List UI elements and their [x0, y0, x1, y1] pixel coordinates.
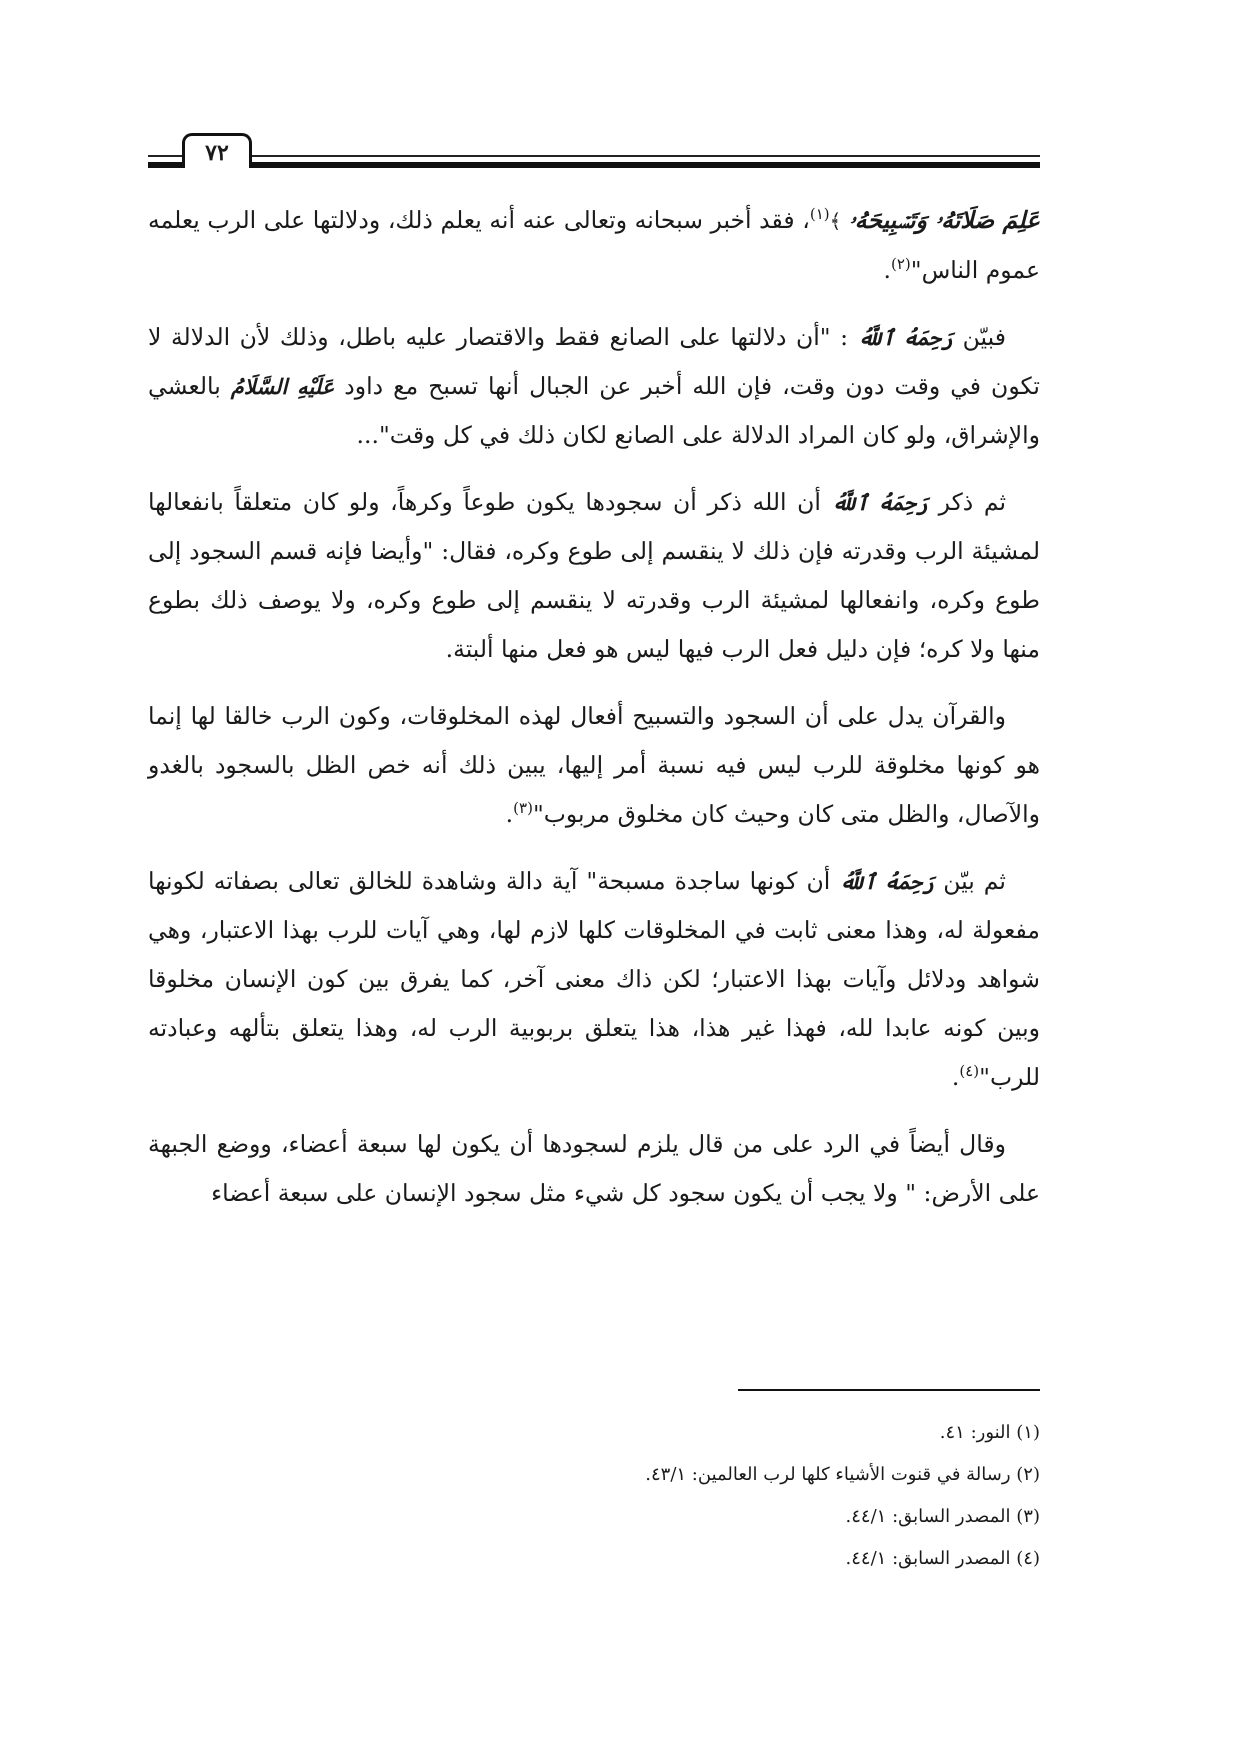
honorific: رَحِمَهُ ٱللَّهُ: [831, 490, 929, 515]
footnotes: [148, 1412, 1040, 1580]
paragraph-text: ، فقد أخبر سبحانه وتعالى عنه أنه يعلم ذلك، ودلالتها على الرب يعلمه عموم الناس": [148, 206, 1040, 284]
honorific: عَلَيْهِ السَّلَامُ: [230, 374, 335, 399]
honorific: رَحِمَهُ ٱللَّهُ: [857, 325, 954, 350]
paragraph-lead: فبيّن: [962, 323, 1006, 351]
main-text: [148, 196, 1040, 1236]
paragraph-5: [148, 857, 1040, 1102]
paragraph-3: [148, 478, 1040, 674]
quran-verse: عَلِمَ صَلَاتَهُۥ وَتَسۡبِيحَهُۥ: [848, 206, 1040, 234]
footnote-1: (١) النور: ٤١.: [939, 1422, 1040, 1443]
footnote-2: (٢) رسالة في قنوت الأشياء كلها لرب العالمين: ٤٣/١.: [645, 1464, 1040, 1485]
paragraph-4: [148, 692, 1040, 839]
paragraph-end: .: [505, 800, 514, 828]
paragraph-lead: ثم ذكر: [938, 488, 1007, 516]
header-rule-thin: [148, 155, 1040, 157]
footnote-ref-2[interactable]: (٢): [891, 255, 911, 274]
footnote-4: (٤) المصدر السابق: ٤٤/١.: [845, 1548, 1040, 1569]
paragraph-text: والقرآن يدل على أن السجود والتسبيح أفعال لهذه المخلوقات، وكون الرب خالقا لها إنما هو كونها مخلوقة للرب ليس فيه نسبة أمر إليها، يبين ذلك أنه خص الظل بالسجود بالغدو والآصال، والظل متى كان وحيث كان مخلوق مربوب": [148, 702, 1040, 828]
footnote-3: (٣) المصدر السابق: ٤٤/١.: [845, 1506, 1040, 1527]
page-header: [0, 0, 1240, 180]
paragraph-text: : "أن دلالتها على الصانع فقط والاقتصار عليه باطل، وذلك لأن الدلالة لا تكون في وقت دون وقت، فإن الله أخبر عن الجبال أنها تسبح مع داود: [148, 323, 1040, 400]
header-rule-thick: [148, 162, 1040, 168]
footnote-ref-1[interactable]: (١): [809, 205, 830, 224]
paragraph-text: وقال أيضاً في الرد على من قال يلزم لسجودها أن يكون لها سبعة أعضاء، ووضع الجبهة على الأرض: " ولا يجب أن يكون سجود كل شيء مثل سجود الإنسان على سبعة أعضاء: [148, 1130, 1040, 1207]
paragraph-text: أن الله ذكر أن سجودها يكون طوعاً وكرهاً، ولو كان متعلقاً بانفعالها لمشيئة الرب وقدرته فإن ذلك لا ينقسم إلى طوع وكره، فقال: "وأيضا فإنه قسم السجود إلى طوع وكره، وانفعالها لمشيئة الرب وقدرته لا ينقسم إلى طوع وكره، ولا يوصف ذلك بطوع منها ولا كره؛ فإن دليل فعل الرب فيها ليس هو فعل منها ألبتة.: [148, 488, 1040, 663]
paragraph-end: .: [951, 1063, 960, 1091]
paragraph-lead: ثم بيّن: [943, 867, 1006, 895]
paragraph-end: .: [883, 256, 891, 284]
paragraph-1: [148, 196, 1040, 295]
footnote-ref-4[interactable]: (٤): [959, 1062, 980, 1081]
page-number: ٧٢: [182, 133, 252, 168]
footnote-ref-3[interactable]: (٣): [513, 799, 533, 818]
paragraph-2: [148, 313, 1040, 460]
footnote-separator: [738, 1389, 1040, 1391]
honorific: رَحِمَهُ ٱللَّهُ: [839, 869, 935, 894]
paragraph-text: أن كونها ساجدة مسبحة" آية دالة وشاهدة للخالق تعالى بصفاته لكونها مفعولة له، وهذا معنى ثابت في المخلوقات كلها لازم لها، وهي آيات للرب بهذا الاعتبار، وهي شواهد ودلائل وآيات بهذا الاعتبار؛ لكن ذاك معنى آخر، كما يفرق بين كون الإنسان مخلوقا وبين كونه عابدا لله، فهذا غير هذا، هذا يتعلق بربوبية الرب له، وهذا يتعلق بتألهه وعبادته للرب": [148, 867, 1040, 1091]
paragraph-text: بالعشي والإشراق، ولو كان المراد الدلالة على الصانع لكان ذلك في كل وقت"...: [148, 372, 1040, 449]
paragraph-6: [148, 1120, 1040, 1218]
verse-close-ornament: ﴾: [829, 209, 842, 233]
